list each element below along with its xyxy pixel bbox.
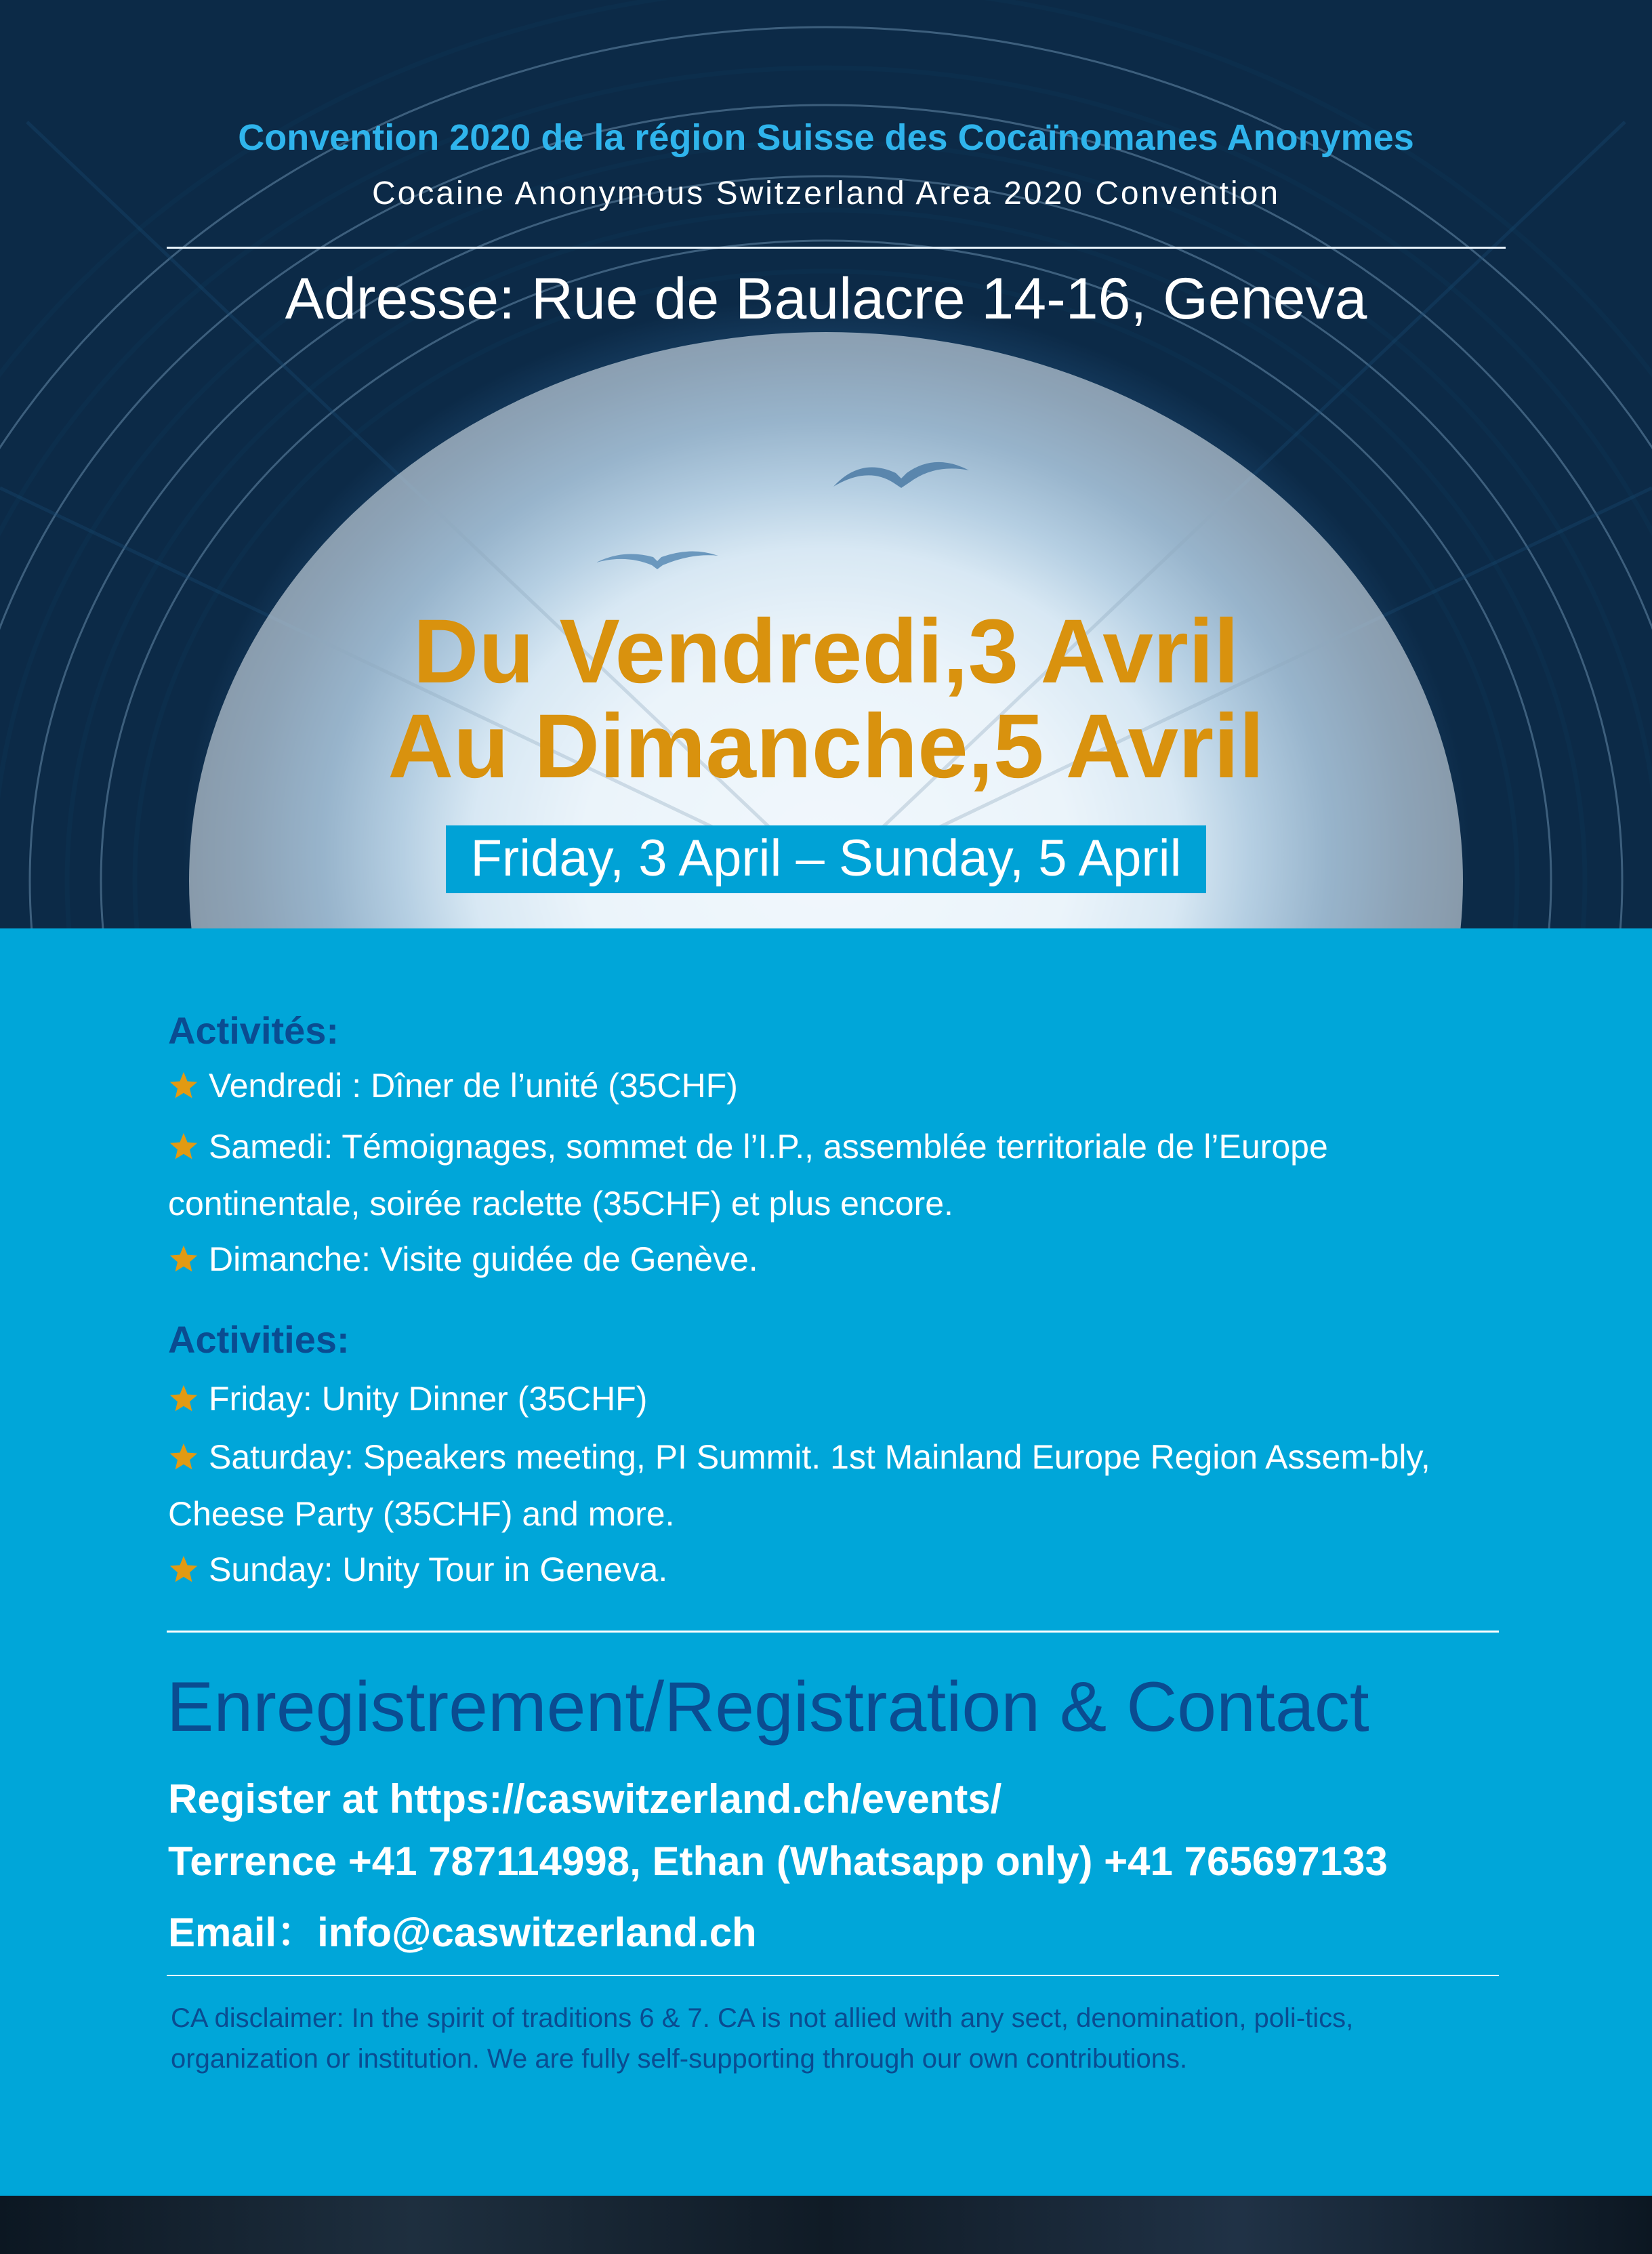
star-icon bbox=[168, 1244, 199, 1275]
list-item: Vendredi : Dîner de l’unité (35CHF) bbox=[168, 1057, 1496, 1114]
divider bbox=[167, 1975, 1499, 1976]
activities-heading: Activities: bbox=[168, 1318, 350, 1361]
list-item: Friday: Unity Dinner (35CHF) bbox=[168, 1370, 1496, 1427]
list-item: Dimanche: Visite guidée de Genève. bbox=[168, 1231, 1496, 1288]
list-item: Saturday: Speakers meeting, PI Summit. 1st Mainland Europe Region Assem-bly, Cheese Party (35CHF) and more. bbox=[168, 1438, 1430, 1533]
list-item: Sunday: Unity Tour in Geneva. bbox=[168, 1541, 1496, 1598]
date-fr-end: Au Dimanche,5 Avril bbox=[388, 696, 1264, 797]
registration-title: Enregistrement/Registration & Contact bbox=[167, 1668, 1369, 1746]
phone-contacts: Terrence +41 787114998, Ethan (Whatsapp only) +41 765697133 bbox=[168, 1839, 1388, 1884]
hero-banner bbox=[0, 0, 1652, 928]
convention-title-fr: Convention 2020 de la région Suisse des Cocaïnomanes Anonymes bbox=[238, 117, 1414, 158]
star-icon bbox=[168, 1383, 199, 1414]
bird-icon bbox=[833, 447, 969, 501]
star-icon bbox=[168, 1554, 199, 1585]
disclaimer: CA disclaimer: In the spirit of traditions 6 & 7. CA is not allied with any sect, denomination, poli-tics, organization or institution. We are fully self-supporting through our own contributions. bbox=[171, 2003, 1354, 2074]
star-icon bbox=[168, 1441, 199, 1473]
email-link[interactable]: Email：info@caswitzerland.ch bbox=[168, 1910, 757, 1955]
date-en-badge: Friday, 3 April – Sunday, 5 April bbox=[446, 825, 1205, 893]
date-fr-start: Du Vendredi,3 Avril bbox=[413, 601, 1239, 702]
divider bbox=[167, 1631, 1499, 1633]
activites-heading: Activités: bbox=[168, 1009, 339, 1052]
register-link[interactable]: Register at https://caswitzerland.ch/events/ bbox=[168, 1776, 1002, 1822]
star-icon bbox=[168, 1131, 199, 1162]
star-icon bbox=[168, 1070, 199, 1101]
footer-band bbox=[0, 2196, 1652, 2254]
divider bbox=[167, 247, 1506, 249]
bird-icon bbox=[596, 542, 718, 576]
convention-title-en: Cocaine Anonymous Switzerland Area 2020 Convention bbox=[371, 176, 1281, 211]
list-item: Samedi: Témoignages, sommet de l’I.P., assemblée territoriale de l’Europe continentale, soirée raclette (35CHF) et plus encore. bbox=[168, 1128, 1328, 1223]
address: Adresse: Rue de Baulacre 14-16, Geneva bbox=[285, 266, 1367, 331]
